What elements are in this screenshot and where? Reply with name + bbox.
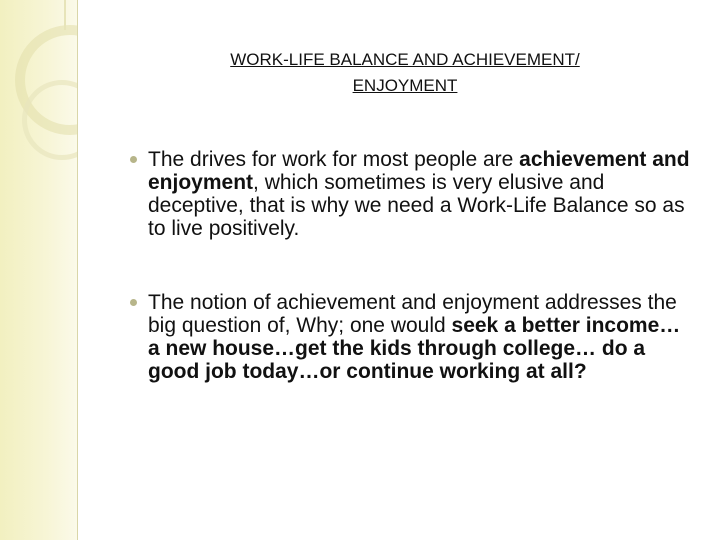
bullet-2-bold: seek a better income…a new house…get the kids through college… do a good job today…or continue working at all? xyxy=(148,314,681,383)
bullet-item-2 xyxy=(130,291,690,383)
bullet-1-text-b: , which sometimes is very elusive and deceptive, that is why we need a Work-Life Balance so as to live positively. xyxy=(148,171,685,240)
strip-border xyxy=(77,0,78,540)
bullet-item-1 xyxy=(130,148,690,240)
bullet-2-text-a: The notion of achievement and enjoyment addresses the big question of, Why; one would xyxy=(148,291,677,337)
bullet-1-bold: achievement and enjoyment xyxy=(148,148,690,194)
slide-title xyxy=(130,47,680,99)
title-line-2: ENJOYMENT xyxy=(352,76,458,95)
decorative-line xyxy=(64,0,66,30)
bullet-dot-icon xyxy=(130,156,137,163)
title-line-1: WORK-LIFE BALANCE AND ACHIEVEMENT/ xyxy=(230,50,580,69)
decorative-side-strip xyxy=(0,0,78,540)
bullet-1-text-a: The drives for work for most people are xyxy=(148,148,520,171)
bullet-list xyxy=(130,148,690,383)
bullet-dot-icon xyxy=(130,299,137,306)
